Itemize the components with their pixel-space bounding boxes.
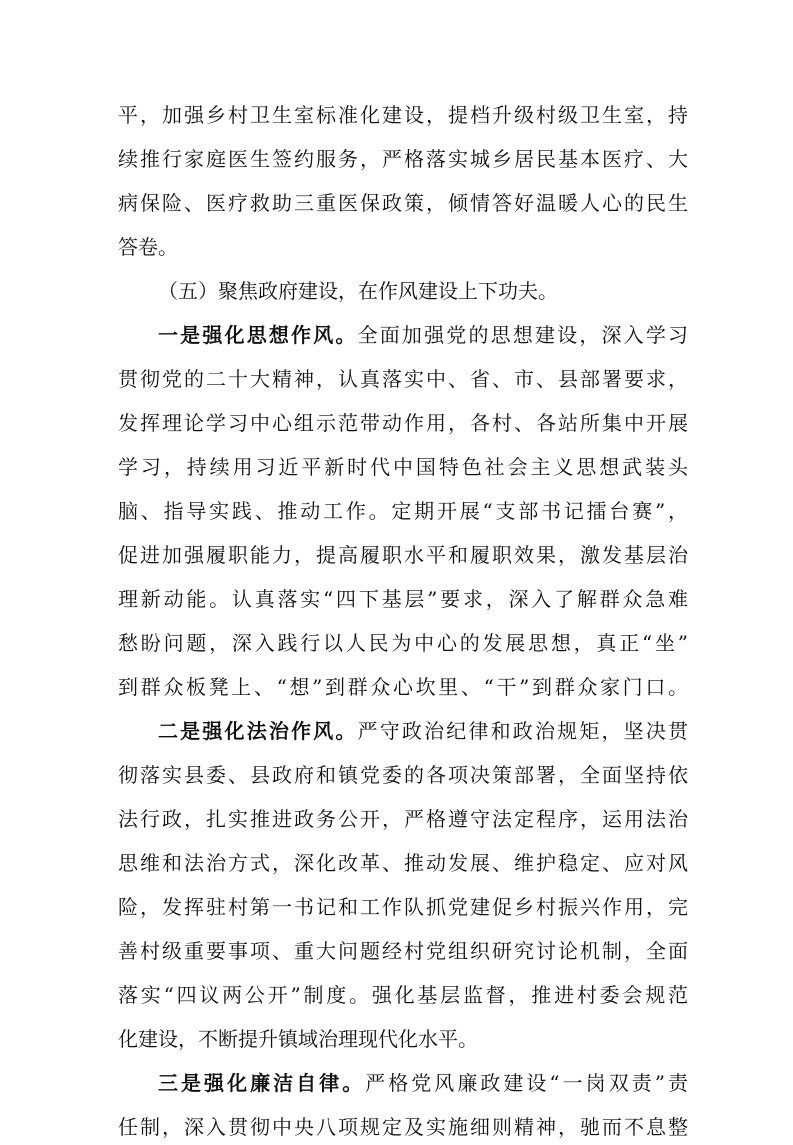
paragraph-text: 严守政治纪律和政治规矩，坚决贯: [357, 719, 689, 743]
text-line: 险，发挥驻村第一书记和工作队抓党建促乡村振兴作用，完: [118, 895, 688, 919]
text-line: 化建设，不断提升镇域治理现代化水平。: [118, 1027, 478, 1051]
text-line: 到群众板凳上、“想”到群众心坎里、“干”到群众家门口。: [118, 675, 688, 699]
text-line: 落实“四议两公开”制度。强化基层监督，推进村委会规范: [118, 983, 688, 1007]
paragraph-first-line: [158, 317, 688, 353]
paragraph-first-line: [158, 713, 688, 749]
text-line: 学习，持续用习近平新时代中国特色社会主义思想武装头: [118, 455, 688, 479]
text-line: 答卷。: [118, 235, 178, 259]
text-line: 法行政，扎实推进政务公开，严格遵守法定程序，运用法治: [118, 807, 688, 831]
text-line: 任制，深入贯彻中央八项规定及实施细则精神，驰而不息整: [118, 1115, 688, 1139]
text-line: 彻落实县委、县政府和镇党委的各项决策部署，全面坚持依: [118, 763, 688, 787]
paragraph-lead: 二是强化法治作风。: [158, 719, 358, 743]
text-line: 发挥理论学习中心组示范带动作用，各村、各站所集中开展: [118, 411, 688, 435]
section-heading: （五）聚焦政府建设，在作风建设上下功夫。: [158, 279, 558, 303]
text-line: 病保险、医疗救助三重医保政策，倾情答好温暖人心的民生: [118, 191, 688, 215]
text-line: 思维和法治方式，深化改革、推动发展、维护稳定、应对风: [118, 851, 688, 875]
text-line: 善村级重要事项、重大问题经村党组织研究讨论机制，全面: [118, 939, 688, 963]
text-line: 愁盼问题，深入践行以人民为中心的发展思想，真正“坐”: [118, 631, 688, 655]
text-line: 促进加强履职能力，提高履职水平和履职效果，激发基层治: [118, 543, 688, 567]
paragraph-lead: 一是强化思想作风。: [158, 323, 358, 347]
text-line: 贯彻党的二十大精神，认真落实中、省、市、县部署要求，: [118, 367, 688, 391]
text-line: 脑、指导实践、推动工作。定期开展“支部书记擂台赛”，: [118, 499, 688, 523]
paragraph-lead: 三是强化廉洁自律。: [158, 1071, 366, 1095]
paragraph-text: 严格党风廉政建设“一岗双责”责: [365, 1071, 689, 1095]
text-line: 理新动能。认真落实“四下基层”要求，深入了解群众急难: [118, 587, 688, 611]
paragraph-first-line: [158, 1065, 688, 1101]
text-line: 平，加强乡村卫生室标准化建设，提档升级村级卫生室，持: [118, 103, 688, 127]
text-line: 续推行家庭医生签约服务，严格落实城乡居民基本医疗、大: [118, 147, 688, 171]
paragraph-text: 全面加强党的思想建设，深入学习: [357, 323, 689, 347]
